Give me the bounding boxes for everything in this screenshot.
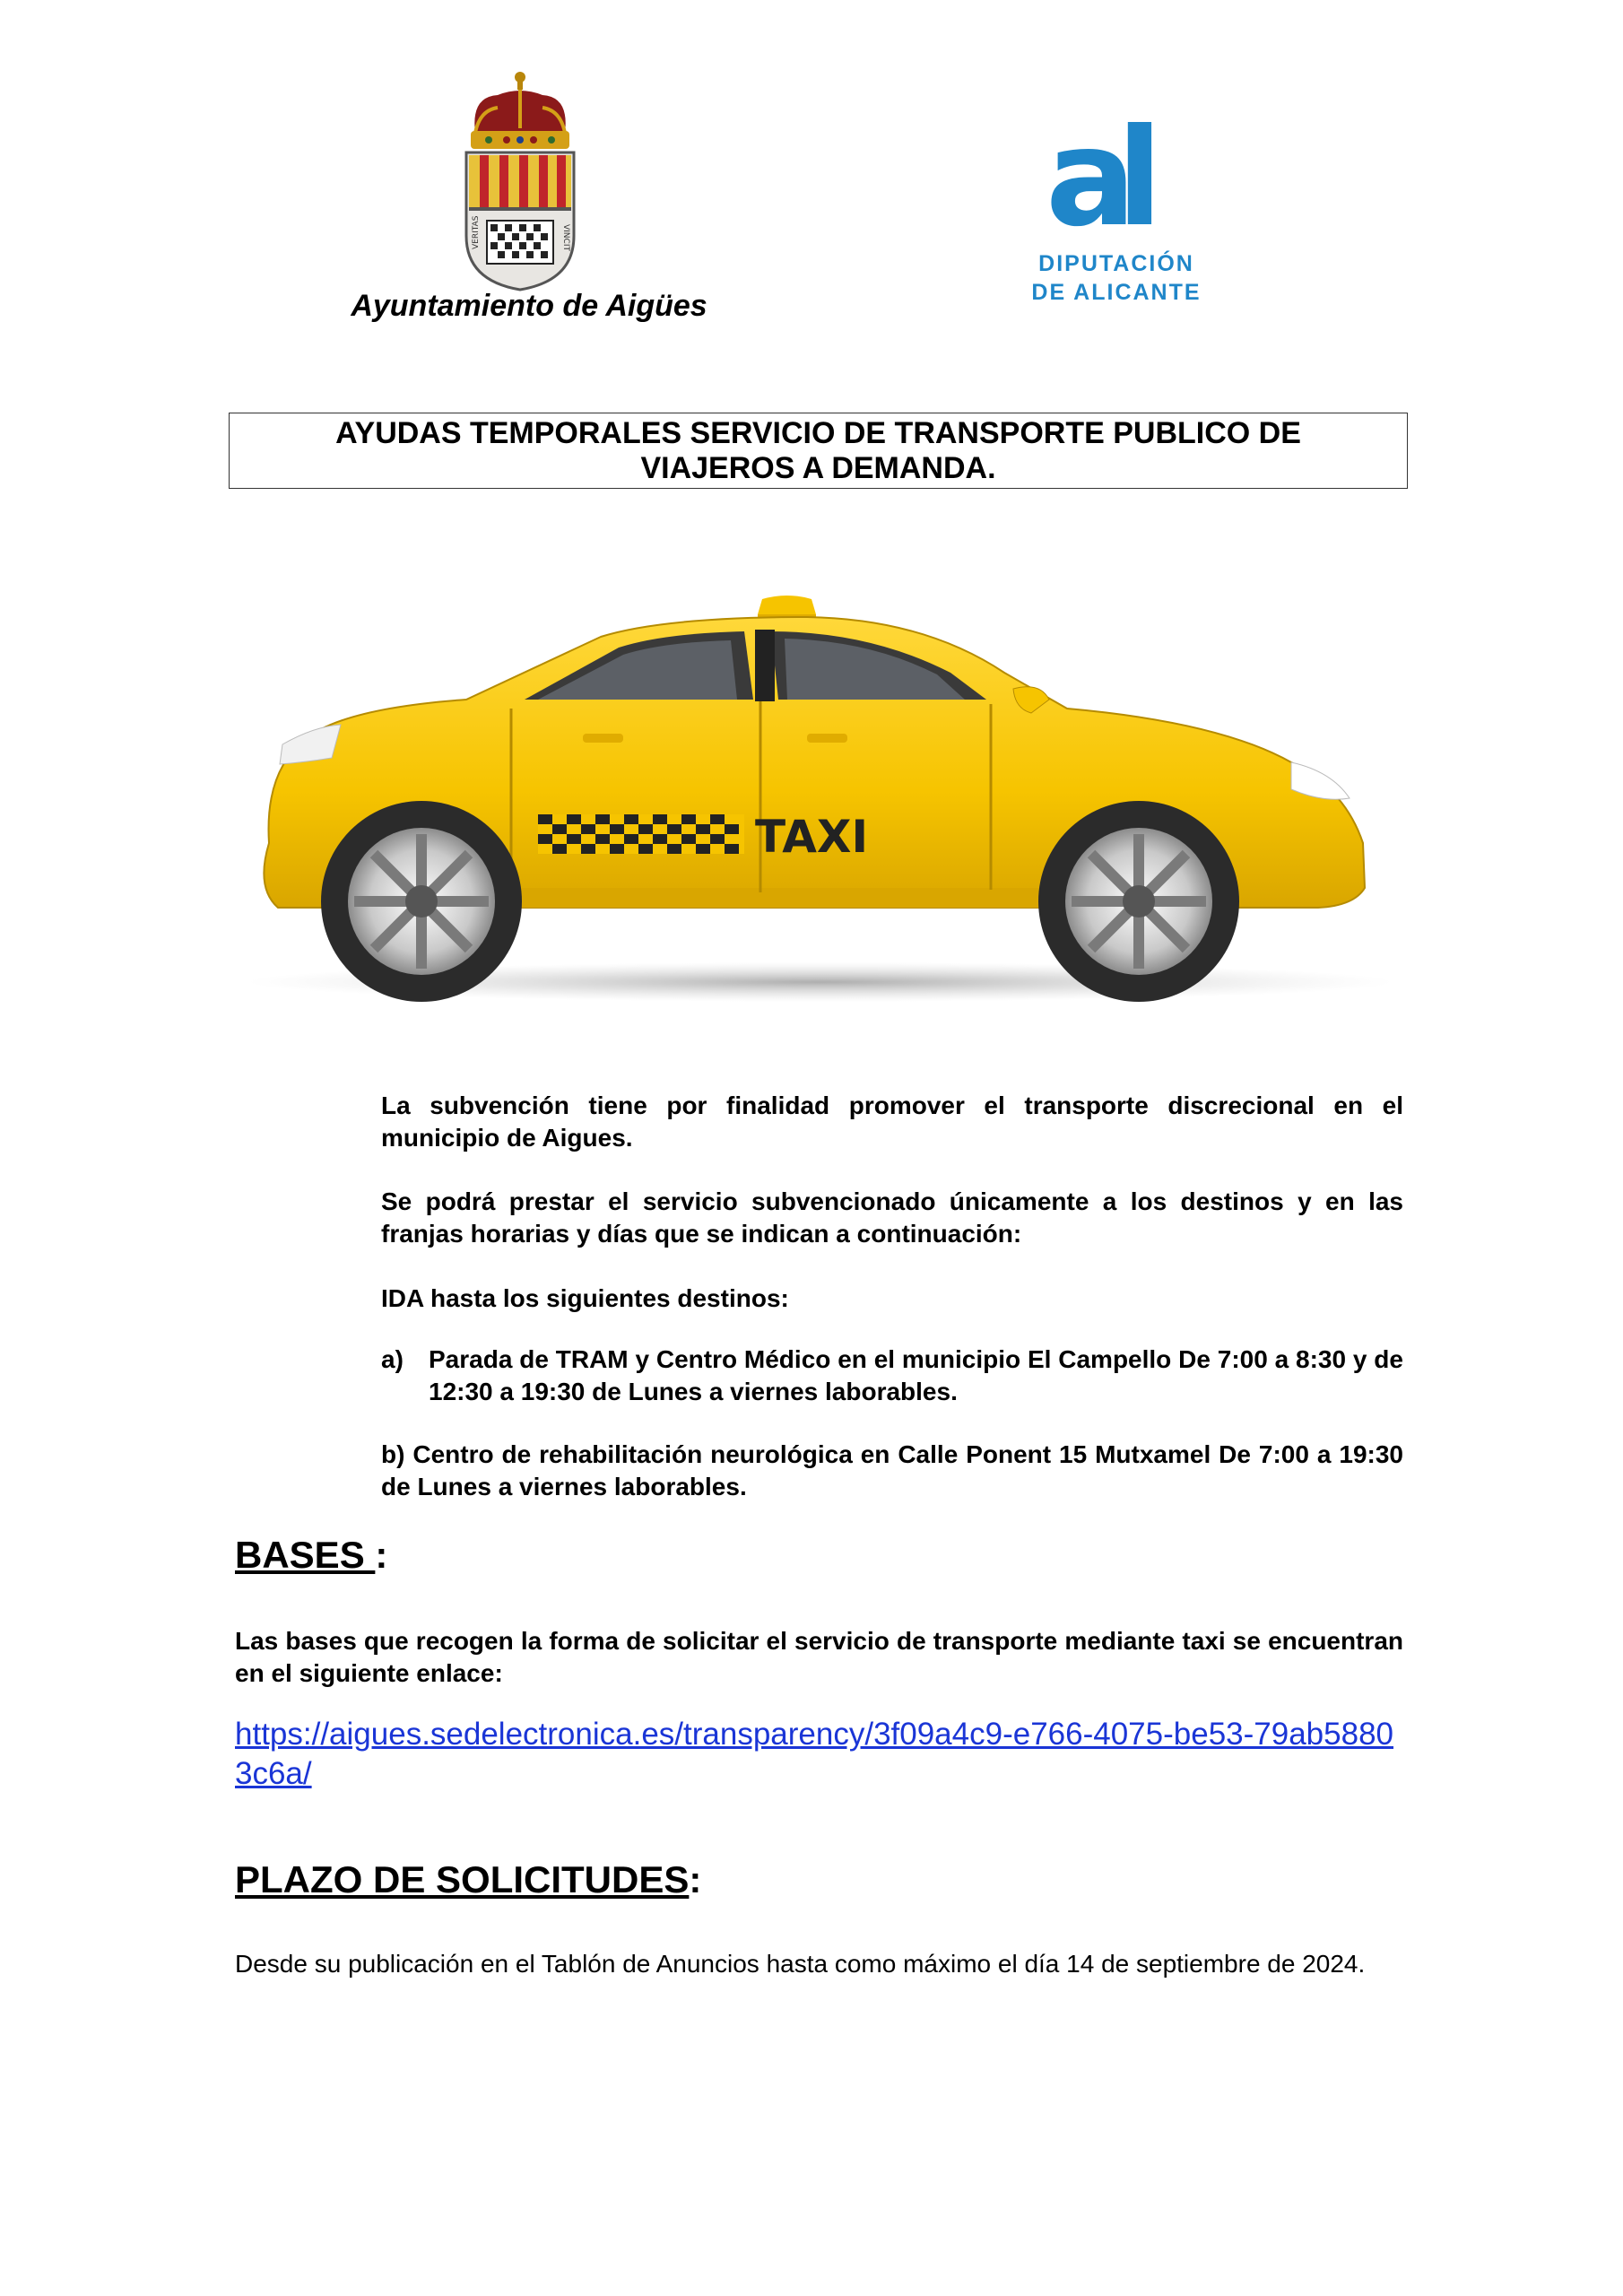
plazo-heading-text: PLAZO DE SOLICITUDES — [235, 1858, 690, 1900]
bases-heading-text: BASES — [235, 1534, 376, 1576]
bases-heading — [235, 1534, 387, 1577]
purpose-paragraph: La subvención tiene por finalidad promover el transporte discrecional en el municipio de Aigues. — [381, 1091, 1403, 1152]
rear-wheel — [321, 801, 522, 1002]
diputacion-logo — [1040, 117, 1166, 233]
checkered-band — [538, 814, 744, 854]
service-scope-paragraph: Se podrá prestar el servicio subvencionado únicamente a los destinos y en las franjas horarias y días que se indican a continuación: — [381, 1187, 1403, 1248]
municipality-name: Ayuntamiento de Aigües — [351, 289, 707, 323]
front-wheel — [1038, 801, 1239, 1002]
destination-a-item — [381, 1344, 1403, 1408]
municipal-crest-logo — [462, 70, 578, 294]
title-line2: VIAJEROS A DEMANDA. — [640, 451, 996, 485]
plazo-heading-colon: : — [689, 1858, 702, 1900]
taxi-label: TAXI — [755, 811, 869, 863]
plazo-paragraph: Desde su publicación en el Tablón de Anuncios hasta como máximo el día 14 de septiembre de 2024. — [235, 1950, 1366, 1978]
diputacion-line2: DE ALICANTE — [1031, 280, 1202, 305]
crest-motto-left: VERITAS — [472, 215, 481, 249]
diputacion-line1: DIPUTACIÓN — [1038, 251, 1194, 276]
plazo-heading — [235, 1858, 701, 1901]
destination-a-text: Parada de TRAM y Centro Médico en el municipio El Campello De 7:00 a 8:30 y de 12:30 a 19:30 de Lunes a viernes laborables. — [429, 1345, 1403, 1405]
list-marker: a) — [381, 1345, 404, 1373]
diputacion-logo-mark: al — [1046, 117, 1143, 233]
bases-paragraph: Las bases que recogen la forma de solicitar el servicio de transporte mediante taxi se encuentran en el siguiente enlace: — [235, 1627, 1403, 1687]
title-line1: AYUDAS TEMPORALES SERVICIO DE TRANSPORTE PUBLICO DE — [335, 416, 1301, 450]
crest-motto-right: VINCIT — [561, 224, 570, 251]
document-title — [229, 413, 1408, 489]
taxi-car-illustration — [242, 574, 1399, 1004]
destinations-intro: IDA hasta los siguientes destinos: — [381, 1284, 789, 1312]
bases-link[interactable]: https://aigues.sedelectronica.es/transparency/3f09a4c9-e766-4075-be53-79ab58803c6a/ — [235, 1717, 1394, 1791]
destination-b-paragraph: b) Centro de rehabilitación neurológica en Calle Ponent 15 Mutxamel De 7:00 a 19:30 de Lunes a viernes laborables. — [381, 1440, 1403, 1500]
bases-heading-colon: : — [375, 1534, 388, 1576]
diputacion-name — [1018, 249, 1215, 307]
